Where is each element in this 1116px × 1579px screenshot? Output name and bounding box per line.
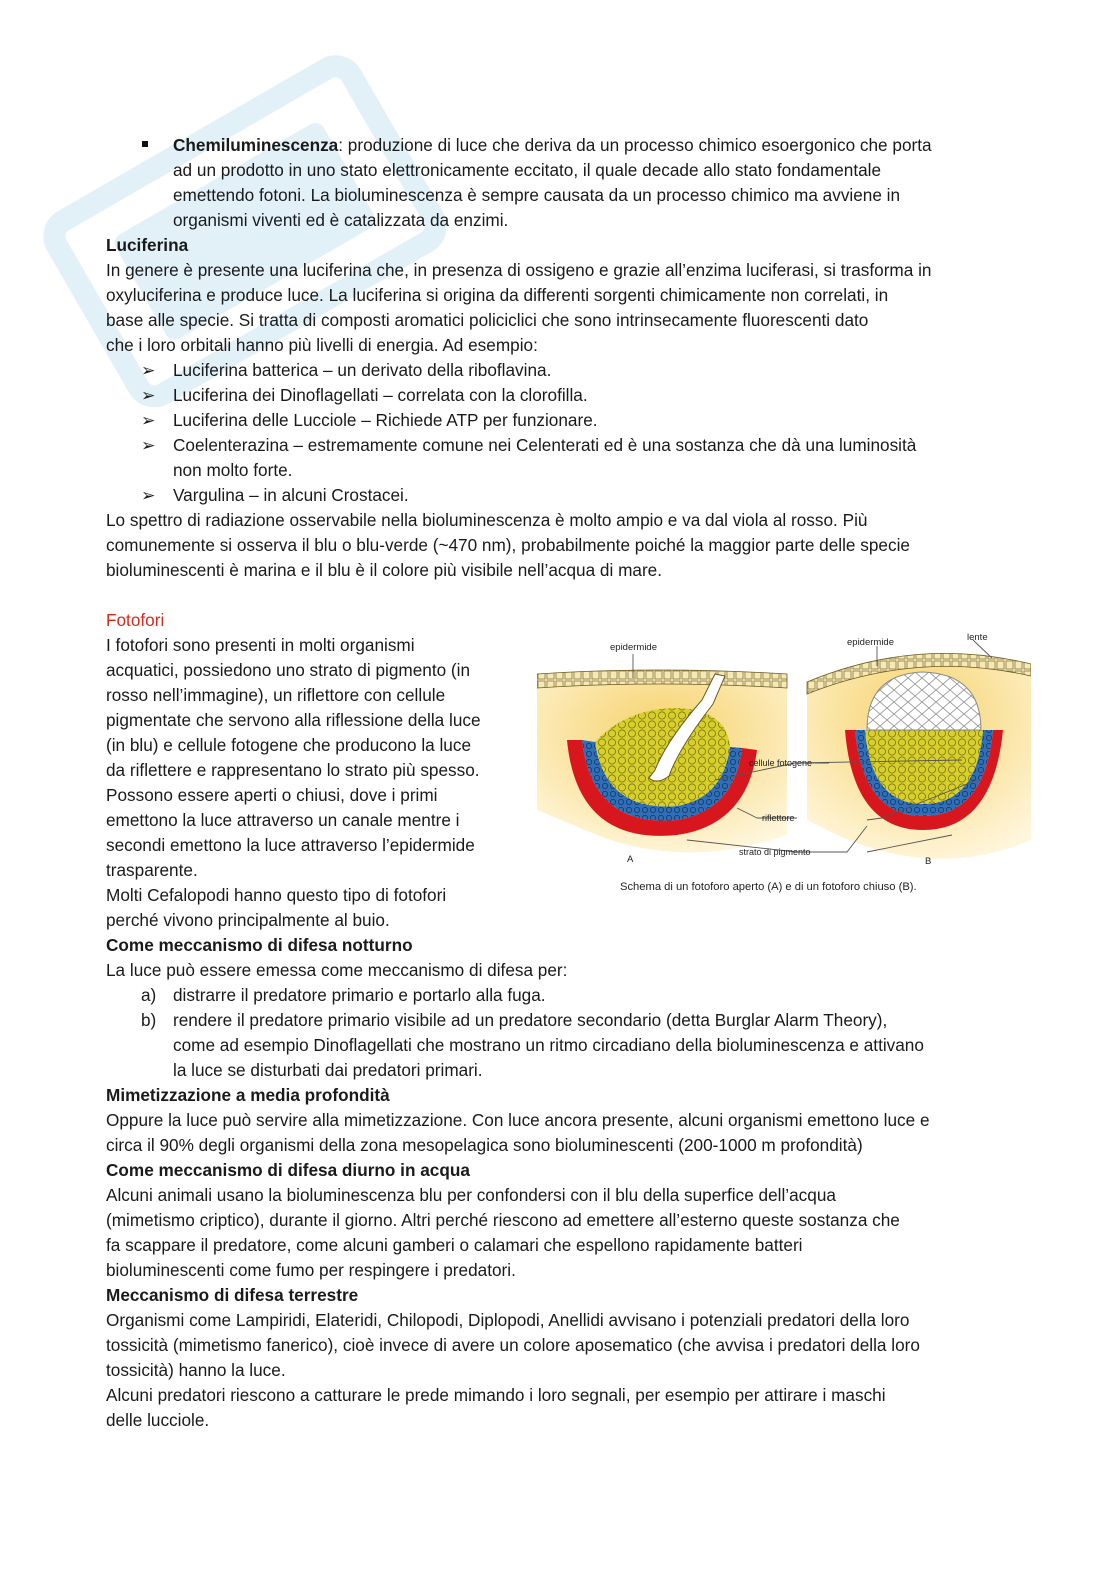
list-item: a) distrarre il predatore primario e portarlo alla fuga. — [106, 983, 1006, 1008]
fotofori-heading: Fotofori — [106, 610, 165, 630]
paragraph-line: Alcuni predatori riescono a catturare le prede mimando i loro segnali, per esempio per attirare i maschi — [106, 1385, 886, 1405]
fotofori-line: (in blu) e cellule fotogene che producono la luce — [106, 735, 471, 755]
square-bullet-icon — [142, 141, 148, 147]
arrow-bullet-icon: ➢ — [141, 385, 156, 405]
paragraph-line: Oppure la luce può servire alla mimetizzazione. Con luce ancora presente, alcuni organismi emettono luce e — [106, 1110, 930, 1130]
paragraph-line: Alcuni animali usano la bioluminescenza blu per confondersi con il blu della superfice dell’acqua — [106, 1185, 836, 1205]
list-item-continuation: non molto forte. — [173, 460, 293, 480]
arrow-bullet-icon: ➢ — [141, 485, 156, 505]
list-item: ➢ Vargulina – in alcuni Crostacei. — [106, 483, 1006, 508]
fotofori-section — [106, 608, 526, 933]
list-item: ➢ Coelenterazina – estremamente comune nei Celenterati ed è una sostanza che dà una luminosità — [106, 433, 1006, 458]
terrestre-heading: Meccanismo di difesa terrestre — [106, 1285, 359, 1305]
intro-line: emettendo fotoni. La bioluminescenza è sempre causata da un processo chimico ma avviene in — [173, 185, 901, 205]
luciferina-heading: Luciferina — [106, 235, 189, 255]
intro-line: organismi viventi ed è catalizzata da enzimi. — [173, 210, 509, 230]
list-item: b) rendere il predatore primario visibile ad un predatore secondario (detta Burglar Alarm Theory), — [106, 1008, 1006, 1033]
fotofori-line: emettono la luce attraverso un canale mentre i — [106, 810, 460, 830]
arrow-bullet-icon: ➢ — [141, 360, 156, 380]
fotofori-line: I fotofori sono presenti in molti organismi — [106, 635, 415, 655]
fotofori-line: acquatici, possiedono uno strato di pigmento (in — [106, 660, 471, 680]
luciferina-section — [106, 233, 1006, 583]
photophore-figure — [537, 630, 1031, 906]
mimetizzazione-heading: Mimetizzazione a media profondità — [106, 1085, 390, 1105]
paragraph-line: delle lucciole. — [106, 1410, 210, 1430]
paragraph-line: (mimetismo criptico), durante il giorno. Altri perché riescono ad emettere all’esterno queste sostanza che — [106, 1210, 900, 1230]
list-item: ➢ Luciferina batterica – un derivato della riboflavina. — [106, 358, 1006, 383]
intro-term: Chemiluminescenza — [173, 135, 339, 155]
label-epidermide-b: epidermide — [847, 637, 894, 648]
paragraph-line: In genere è presente una luciferina che, in presenza di ossigeno e grazie all’enzima luciferasi, si trasforma in — [106, 260, 932, 280]
paragraph-line: che i loro orbitali hanno più livelli di energia. Ad esempio: — [106, 335, 538, 355]
paragraph-line: bioluminescenti come fumo per respingere i predatori. — [106, 1260, 516, 1280]
notturno-section — [106, 933, 1006, 1083]
label-a: A — [627, 854, 634, 865]
fotofori-line: Possono essere aperti o chiusi, dove i primi — [106, 785, 438, 805]
list-item-continuation: come ad esempio Dinoflagellati che mostrano un ritmo circadiano della bioluminescenza e attivano — [173, 1035, 924, 1055]
paragraph-line: base alle specie. Si tratta di composti aromatici policiclici che sono intrinsecamente fluorescenti dato — [106, 310, 869, 330]
arrow-bullet-icon: ➢ — [141, 410, 156, 430]
notturno-heading: Come meccanismo di difesa notturno — [106, 935, 413, 955]
label-riflettore: riflettore — [762, 813, 795, 823]
fotofori-line: rosso nell’immagine), un riflettore con cellule — [106, 685, 446, 705]
paragraph-line: tossicità (mimetismo fanerico), cioè invece di avere un colore aposematico (che avvisa i predatori della loro — [106, 1335, 920, 1355]
spectrum-line: Lo spettro di radiazione osservabile nella bioluminescenza è molto ampio e va dal viola al rosso. Più — [106, 510, 868, 530]
list-marker: b) — [141, 1010, 157, 1030]
paragraph-line: circa il 90% degli organismi della zona mesopelagica sono bioluminescenti (200-1000 m profondità) — [106, 1135, 863, 1155]
fotofori-line: trasparente. — [106, 860, 198, 880]
paragraph-line: Organismi come Lampiridi, Elateridi, Chilopodi, Diplopodi, Anellidi avvisano i potenziali predatori della loro — [106, 1310, 910, 1330]
diurno-heading: Come meccanismo di difesa diurno in acqua — [106, 1160, 470, 1180]
terrestre-section — [106, 1283, 1006, 1433]
list-item: ➢ Luciferina dei Dinoflagellati – correlata con la clorofilla. — [106, 383, 1006, 408]
intro-line: ad un prodotto in uno stato elettronicamente eccitato, il quale decade allo stato fondamentale — [173, 160, 882, 180]
label-strato-pigmento: strato di pigmento — [739, 847, 811, 857]
fotofori-line: secondi emettono la luce attraverso l’epidermide — [106, 835, 475, 855]
paragraph-line: fa scappare il predatore, come alcuni gamberi o calamari che espellono rapidamente batteri — [106, 1235, 803, 1255]
list-item: ➢ Luciferina delle Lucciole – Richiede ATP per funzionare. — [106, 408, 1006, 433]
diurno-section — [106, 1158, 1006, 1283]
label-lente: lente — [967, 632, 988, 643]
fotofori-line: pigmentate che servono alla riflessione della luce — [106, 710, 481, 730]
spectrum-line: bioluminescenti è marina e il blu è il colore più visibile nell’acqua di mare. — [106, 560, 663, 580]
list-marker: a) — [141, 985, 157, 1005]
intro-bullet — [106, 133, 1006, 233]
fotofori-line: Molti Cefalopodi hanno questo tipo di fotofori — [106, 885, 447, 905]
paragraph-line: tossicità) hanno la luce. — [106, 1360, 286, 1380]
list-item-continuation: la luce se disturbati dai predatori primari. — [173, 1060, 483, 1080]
fotofori-line: da riflettere e rappresentano lo strato più spesso. — [106, 760, 480, 780]
fotofori-line: perché vivono principalmente al buio. — [106, 910, 390, 930]
arrow-bullet-icon: ➢ — [141, 435, 156, 455]
notturno-intro: La luce può essere emessa come meccanismo di difesa per: — [106, 960, 568, 980]
spectrum-line: comunemente si osserva il blu o blu-verde (~470 nm), probabilmente poiché la maggior parte delle specie — [106, 535, 910, 555]
intro-line-1: Chemiluminescenza: produzione di luce che deriva da un processo chimico esoergonico che porta — [106, 133, 1006, 158]
label-epidermide-a: epidermide — [610, 642, 657, 653]
mimetizzazione-section — [106, 1083, 1006, 1158]
label-b: B — [925, 856, 932, 867]
label-cellule-fotogene: cellule fotogene — [749, 758, 813, 768]
figure-caption: Schema di un fotoforo aperto (A) e di un fotoforo chiuso (B). — [620, 881, 917, 893]
paragraph-line: oxyluciferina e produce luce. La luciferina si origina da differenti sorgenti chimicamente non correlati, in — [106, 285, 889, 305]
